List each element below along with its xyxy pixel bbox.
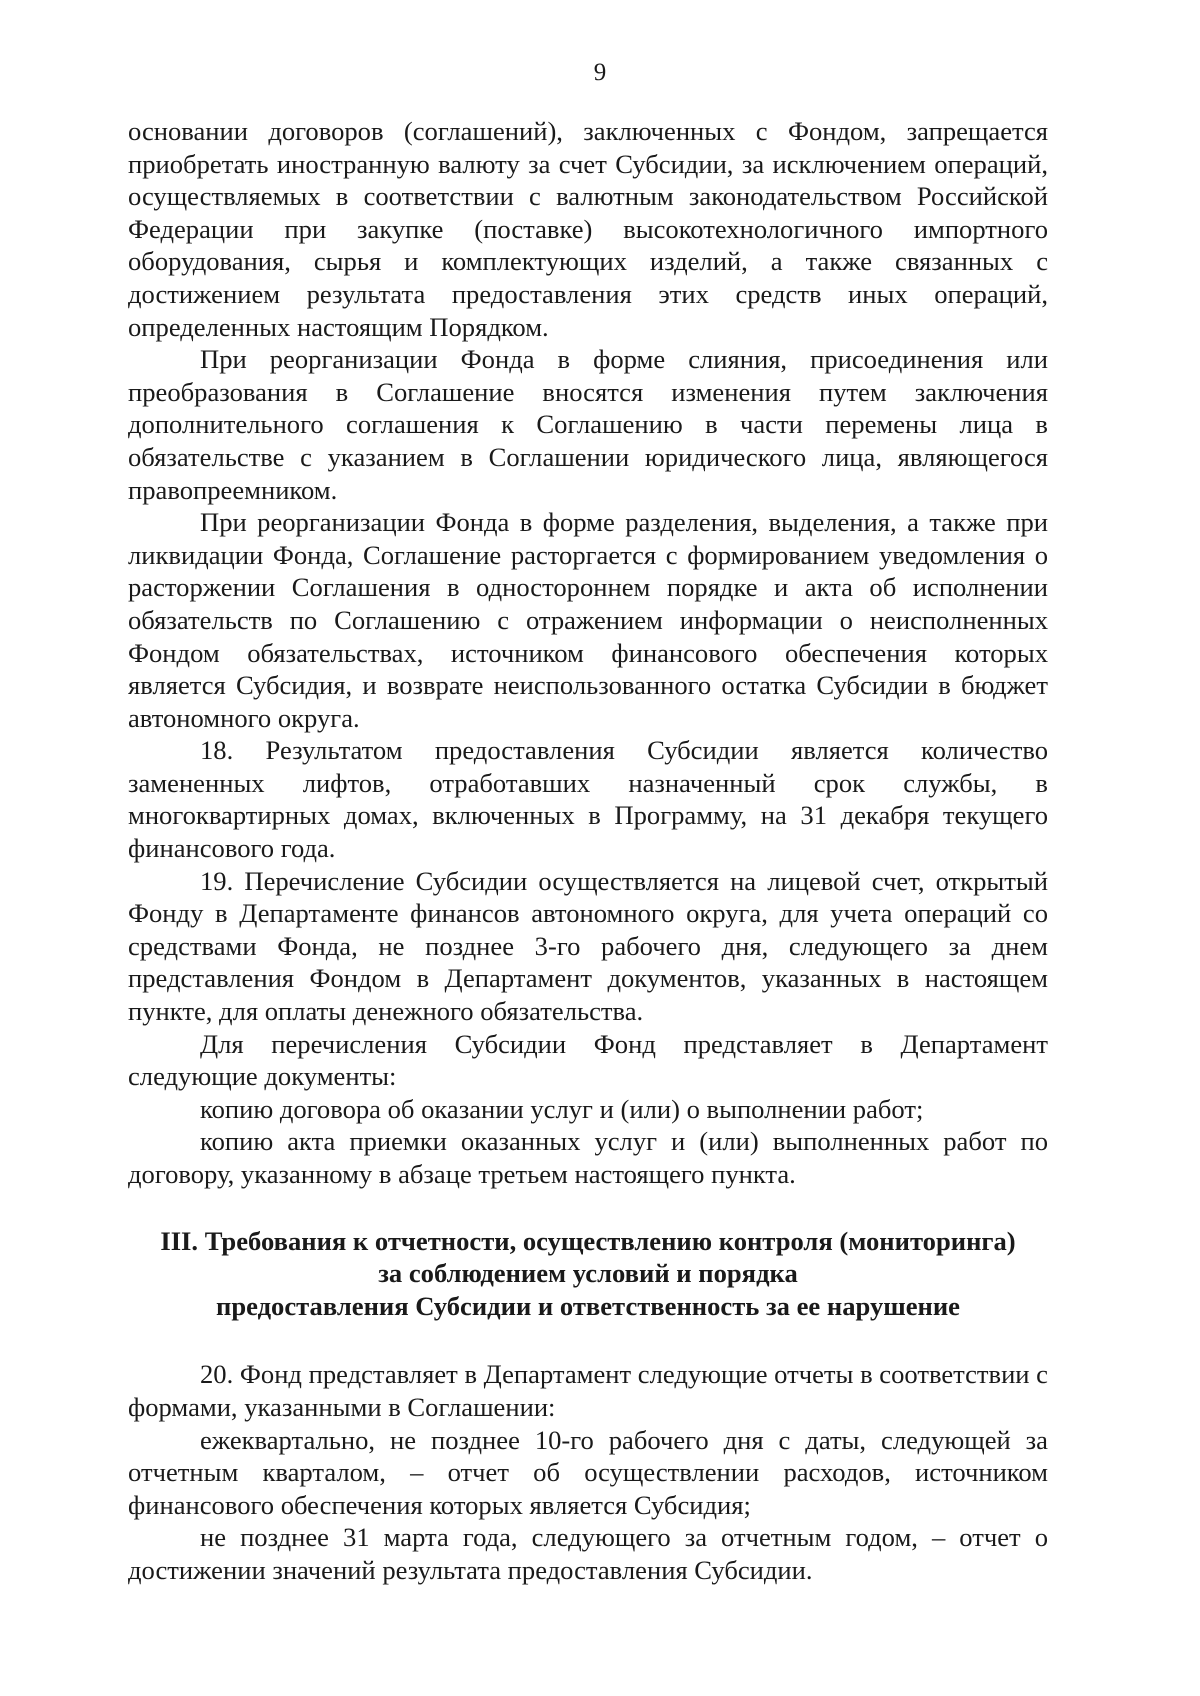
paragraph-item-18: 18. Результатом предоставления Субсидии является количество замененных лифтов, отработавших назначенный срок службы, в многоквартирных домах, включенных в Программу, на 31 декабря текущего финансового года. <box>128 735 1048 864</box>
paragraph-document-contract: копию договора об оказании услуг и (или) о выполнении работ; <box>200 1093 924 1124</box>
paragraph-documents-intro: Для перечисления Субсидии Фонд представляет в Департамент следующие документы: <box>128 1028 1048 1092</box>
paragraph-reorganization-division: При реорганизации Фонда в форме разделения, выделения, а также при ликвидации Фонда, Соглашение расторгается с формированием уведомления о расторжении Соглашения в одностороннем порядке и акта об исполнении обязательств по Соглашению с отражением информации о неисполненных Фондом обязательствах, источником финансового обеспечения которых является Субсидия, и возврате неиспользованного остатка Субсидии в бюджет автономного округа. <box>128 507 1048 733</box>
paragraph-annual-report: не позднее 31 марта года, следующего за отчетным годом, – отчет о достижении значений результата предоставления Субсидии. <box>128 1522 1048 1585</box>
section-heading <box>128 1225 1048 1323</box>
page-number: 9 <box>593 59 607 86</box>
paragraph-item-20: 20. Фонд представляет в Департамент следующие отчеты в соответствии с формами, указанными в Соглашении: <box>128 1359 1048 1422</box>
paragraph-quarterly-report: ежеквартально, не позднее 10-го рабочего дня с даты, следующей за отчетным кварталом, – отчет об осуществлении расходов, источником финансового обеспечения которых является Субсидия; <box>128 1424 1048 1520</box>
document-body <box>128 115 1048 1587</box>
section-heading-line-1: III. Требования к отчетности, осуществлению контроля (мониторинга) <box>160 1225 1016 1256</box>
paragraph-document-act: копию акта приемки оказанных услуг и (или) выполненных работ по договору, указанному в абзаце третьем настоящего пункта. <box>128 1126 1048 1189</box>
paragraph-item-19: 19. Перечисление Субсидии осуществляется на лицевой счет, открытый Фонду в Департаменте финансов автономного округа, для учета операций со средствами Фонда, не позднее 3-го рабочего дня, следующего за днем представления Фондом в Департамент документов, указанных в настоящем пункте, для оплаты денежного обязательства. <box>128 865 1048 1027</box>
paragraph-reorganization-merger: При реорганизации Фонда в форме слияния, присоединения или преобразования в Соглашение вносятся изменения путем заключения дополнительного соглашения к Соглашению в части перемены лица в обязательстве с указанием в Соглашении юридического лица, являющегося правопреемником. <box>128 344 1048 505</box>
paragraph-continuation: основании договоров (соглашений), заключенных с Фондом, запрещается приобретать иностранную валюту за счет Субсидии, за исключением операций, осуществляемых в соответствии с валютным законодательством Российской Федерации при закупке (поставке) высокотехнологичного импортного оборудования, сырья и комплектующих изделий, а также связанных с достижением результата предоставления этих средств иных операций, определенных настоящим Порядком. <box>128 116 1048 342</box>
section-heading-line-3: предоставления Субсидии и ответственность за ее нарушение <box>216 1290 960 1321</box>
section-heading-line-2: за соблюдением условий и порядка <box>378 1258 798 1289</box>
